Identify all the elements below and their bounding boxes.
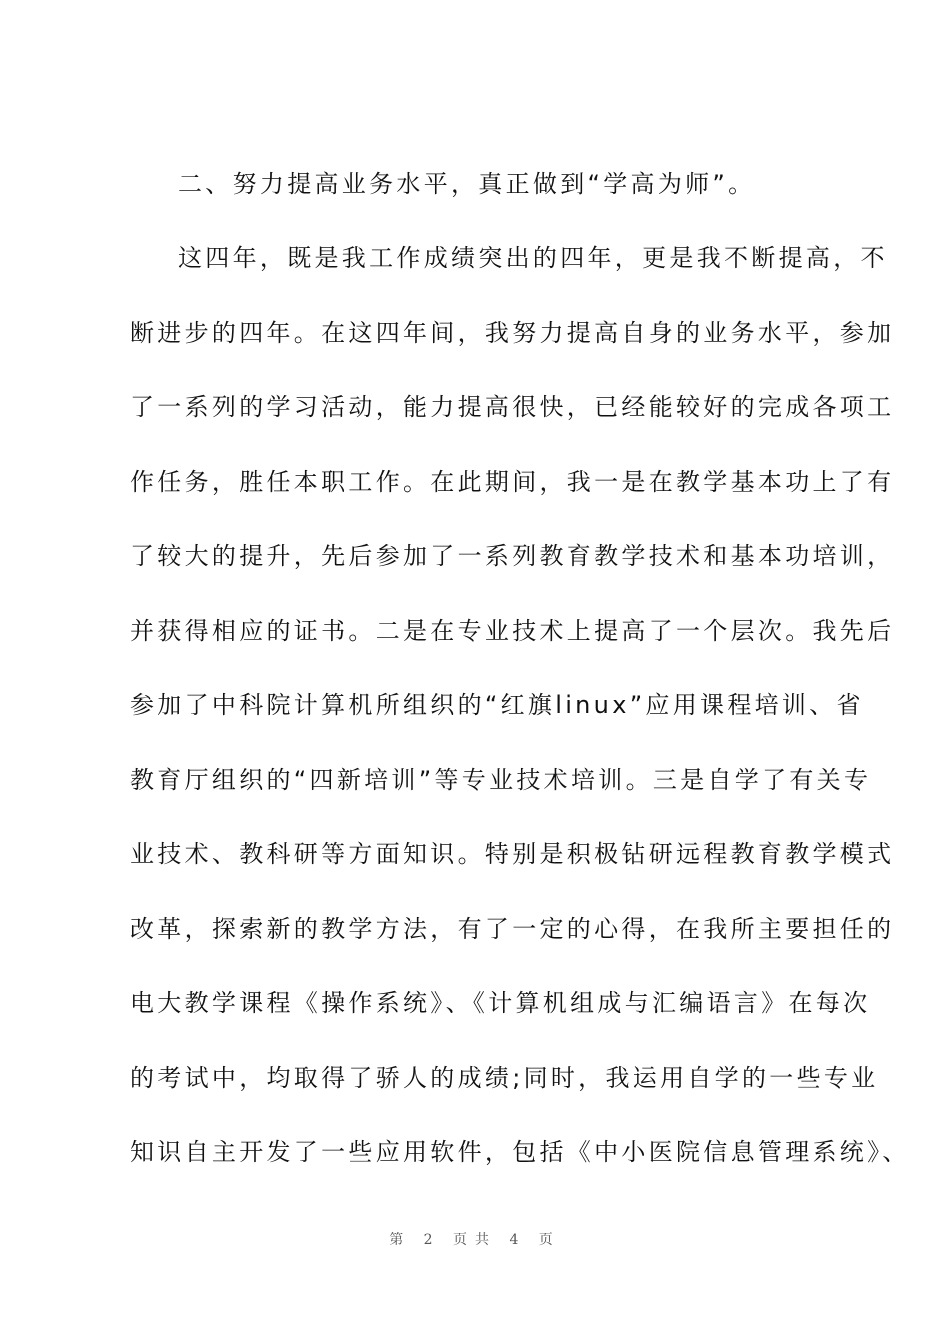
paragraph-heading: 二、努力提高业务水平，真正做到“学高为师”。 [178,170,756,198]
paragraph-line: 这四年，既是我工作成绩突出的四年，更是我不断提高，不 [178,244,888,272]
page-number-footer: 第 2 页共 4 页 [389,1232,561,1248]
paragraph-line: 作任务，胜任本职工作。在此期间，我一是在教学基本功上了有 [130,468,895,496]
paragraph-line: 业技术、教科研等方面知识。特别是积极钻研远程教育教学模式 [130,840,895,868]
paragraph-line: 断进步的四年。在这四年间，我努力提高自身的业务水平，参加 [130,319,895,347]
paragraph-line: 参加了中科院计算机所组织的“红旗linux”应用课程培训、省 [130,691,864,719]
paragraph-line: 并获得相应的证书。二是在专业技术上提高了一个层次。我先后 [130,617,895,645]
paragraph-line: 改革，探索新的教学方法，有了一定的心得，在我所主要担任的 [130,915,895,943]
paragraph-line: 的考试中，均取得了骄人的成绩;同时，我运用自学的一些专业 [130,1064,879,1092]
paragraph-line: 教育厅组织的“四新培训”等专业技术培训。三是自学了有关专 [130,766,872,794]
paragraph-line: 了一系列的学习活动，能力提高很快，已经能较好的完成各项工 [130,393,895,421]
paragraph-line: 电大教学课程《操作系统》、《计算机组成与汇编语言》在每次 [130,989,871,1017]
paragraph-line: 知识自主开发了一些应用软件，包括《中小医院信息管理系统》、 [130,1138,910,1166]
paragraph-line: 了较大的提升，先后参加了一系列教育教学技术和基本功培训， [130,542,895,570]
